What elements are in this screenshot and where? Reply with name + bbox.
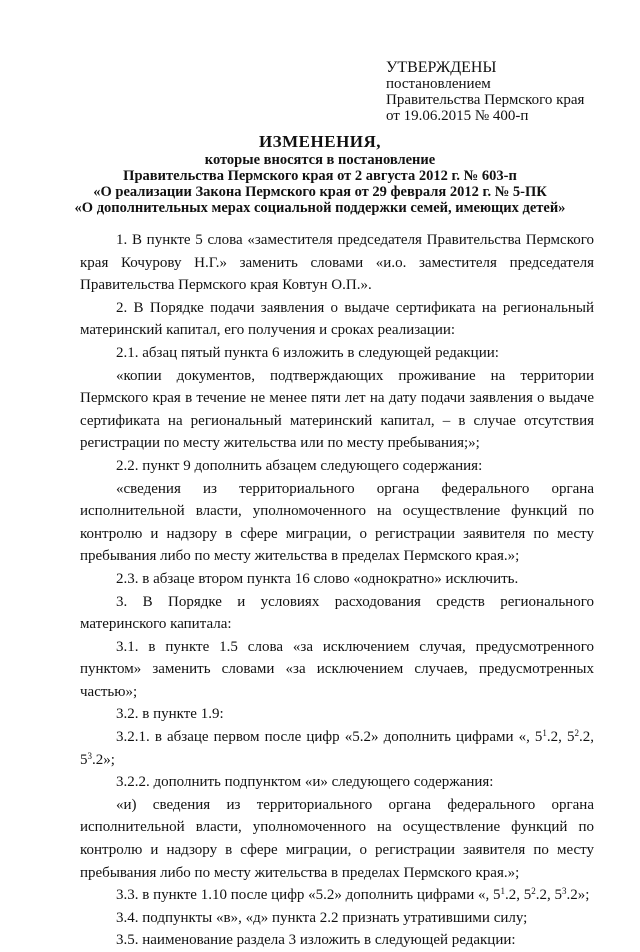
paragraph: 2.3. в абзаце втором пункта 16 слово «однократно» исключить.	[116, 570, 519, 587]
paragraph: 3.4. подпункты «в», «д» пункта 2.2 признать утратившими силу;	[116, 909, 528, 926]
paragraph: 3.2.2. дополнить подпунктом «и» следующего содержания:	[116, 774, 494, 791]
title-line: «О дополнительных мерах социальной поддержки семей, имеющих детей»	[74, 200, 566, 216]
title-line: «О реализации Закона Пермского края от 29 февраля 2012 г. № 5-ПК	[93, 184, 547, 200]
paragraph: «копии документов, подтверждающих проживание на территории Пермского края в течение не менее пяти лет на дату подачи заявления о выдаче сертификата на региональный материнский капитал, – в случае отсутствия регистрации по месту жительства или по месту пребывания;»;	[80, 367, 594, 452]
approval-stamp	[386, 60, 584, 124]
document-title	[40, 132, 600, 216]
paragraph: «сведения из территориального органа федерального органа исполнительной власти, уполномоченного на осуществление функций по контролю и надзору в сфере миграции, о регистрации заявителя по месту пребывания либо по месту жительства в пределах Пермского края.»;	[80, 480, 594, 565]
title-line: Правительства Пермского края от 2 августа 2012 г. № 603-п	[123, 168, 517, 184]
paragraph-3-3: 3.3. в пункте 1.10 после цифр «5.2» дополнить цифрами «, $5^1.2$, $5^2.2$, $5^3.2$»;	[116, 886, 590, 904]
approval-line: от 19.06.2015 № 400-п	[386, 108, 529, 124]
paragraph: 3.1. в пункте 1.5 слова «за исключением случая, предусмотренного пунктом» заменить словами «за исключением случаев, предусмотренных частью»;	[80, 638, 594, 700]
paragraph-3-2-1: 3.2.1. в абзаце первом после цифр «5.2» дополнить цифрами «, $5^1.2$, $5^2.2$, $5^3.2$»;	[80, 728, 595, 768]
approval-line: постановлением	[386, 76, 491, 92]
approval-line: Правительства Пермского края	[386, 92, 585, 108]
document-body	[80, 229, 594, 952]
title-main: ИЗМЕНЕНИЯ,	[258, 132, 382, 151]
approval-heading: УТВЕРЖДЕНЫ	[386, 59, 497, 76]
paragraph: 3. В Порядке и условиях расходования средств регионального материнского капитала:	[80, 593, 594, 633]
title-line: которые вносятся в постановление	[204, 152, 436, 168]
paragraph: «и) сведения из территориального органа федерального органа исполнительной власти, уполномоченного на осуществление функций по контролю и надзору в сфере миграции, о регистрации заявителя по месту пребывания либо по месту жительства в пределах Пермского края.»;	[80, 796, 594, 881]
paragraph: 2. В Порядке подачи заявления о выдаче сертификата на региональный материнский капитал, его получения и сроках реализации:	[80, 299, 594, 339]
paragraph: 3.5. наименование раздела 3 изложить в следующей редакции:	[116, 932, 516, 949]
paragraph: 3.2. в пункте 1.9:	[116, 706, 224, 723]
paragraph: 2.2. пункт 9 дополнить абзацем следующего содержания:	[116, 457, 483, 474]
paragraph: 1. В пункте 5 слова «заместителя председателя Правительства Пермского края Кочурову Н.Г.» заменить словами «и.о. заместителя председателя Правительства Пермского края Ковтун О.П.».	[80, 232, 594, 294]
paragraph: 2.1. абзац пятый пункта 6 изложить в следующей редакции:	[116, 344, 499, 361]
